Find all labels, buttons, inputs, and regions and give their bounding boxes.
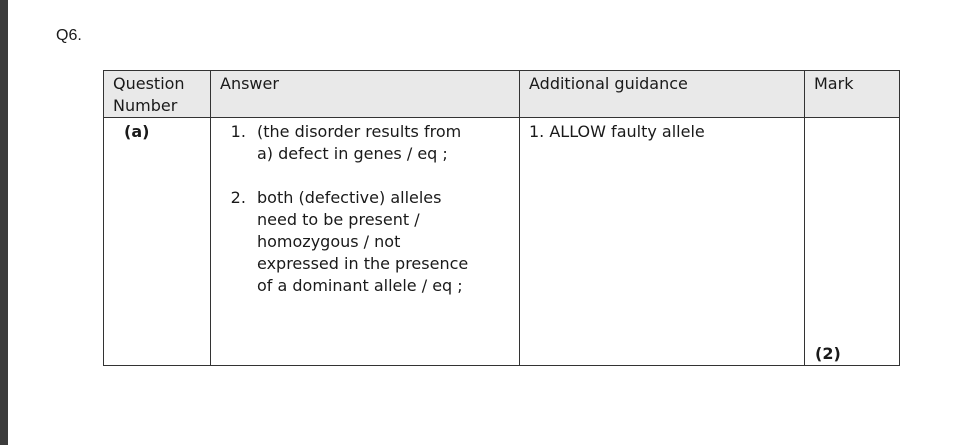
guidance-cell [520, 118, 805, 366]
mark-cell [805, 118, 900, 366]
part-cell [104, 118, 211, 366]
part-label: (a) [124, 122, 150, 141]
header-mark-label: Mark [814, 74, 854, 93]
header-answer-label: Answer [220, 74, 279, 93]
header-question-number-line2: Number [113, 96, 178, 115]
header-answer [211, 71, 520, 118]
answer-point-2: 2. both (defective) alleles need to be present / homozygous / not expressed in the presence of a dominant allele / eq ; [251, 187, 477, 297]
left-edge-bar [0, 0, 8, 445]
table-row [104, 118, 900, 366]
guidance-text: 1. ALLOW faulty allele [529, 122, 705, 141]
answer-point-1: 1. (the disorder results from a) defect in genes / eq ; [251, 121, 477, 165]
answer-cell [211, 118, 520, 366]
header-mark [805, 71, 900, 118]
mark-value: (2) [815, 344, 841, 363]
answer-list [211, 121, 519, 297]
table-header-row [104, 71, 900, 118]
header-question-number [104, 71, 211, 118]
question-label: Q6. [56, 27, 82, 44]
mark-scheme-table [103, 70, 900, 366]
header-question-number-line1: Question [113, 74, 185, 93]
header-guidance-label: Additional guidance [529, 74, 688, 93]
header-additional-guidance [520, 71, 805, 118]
